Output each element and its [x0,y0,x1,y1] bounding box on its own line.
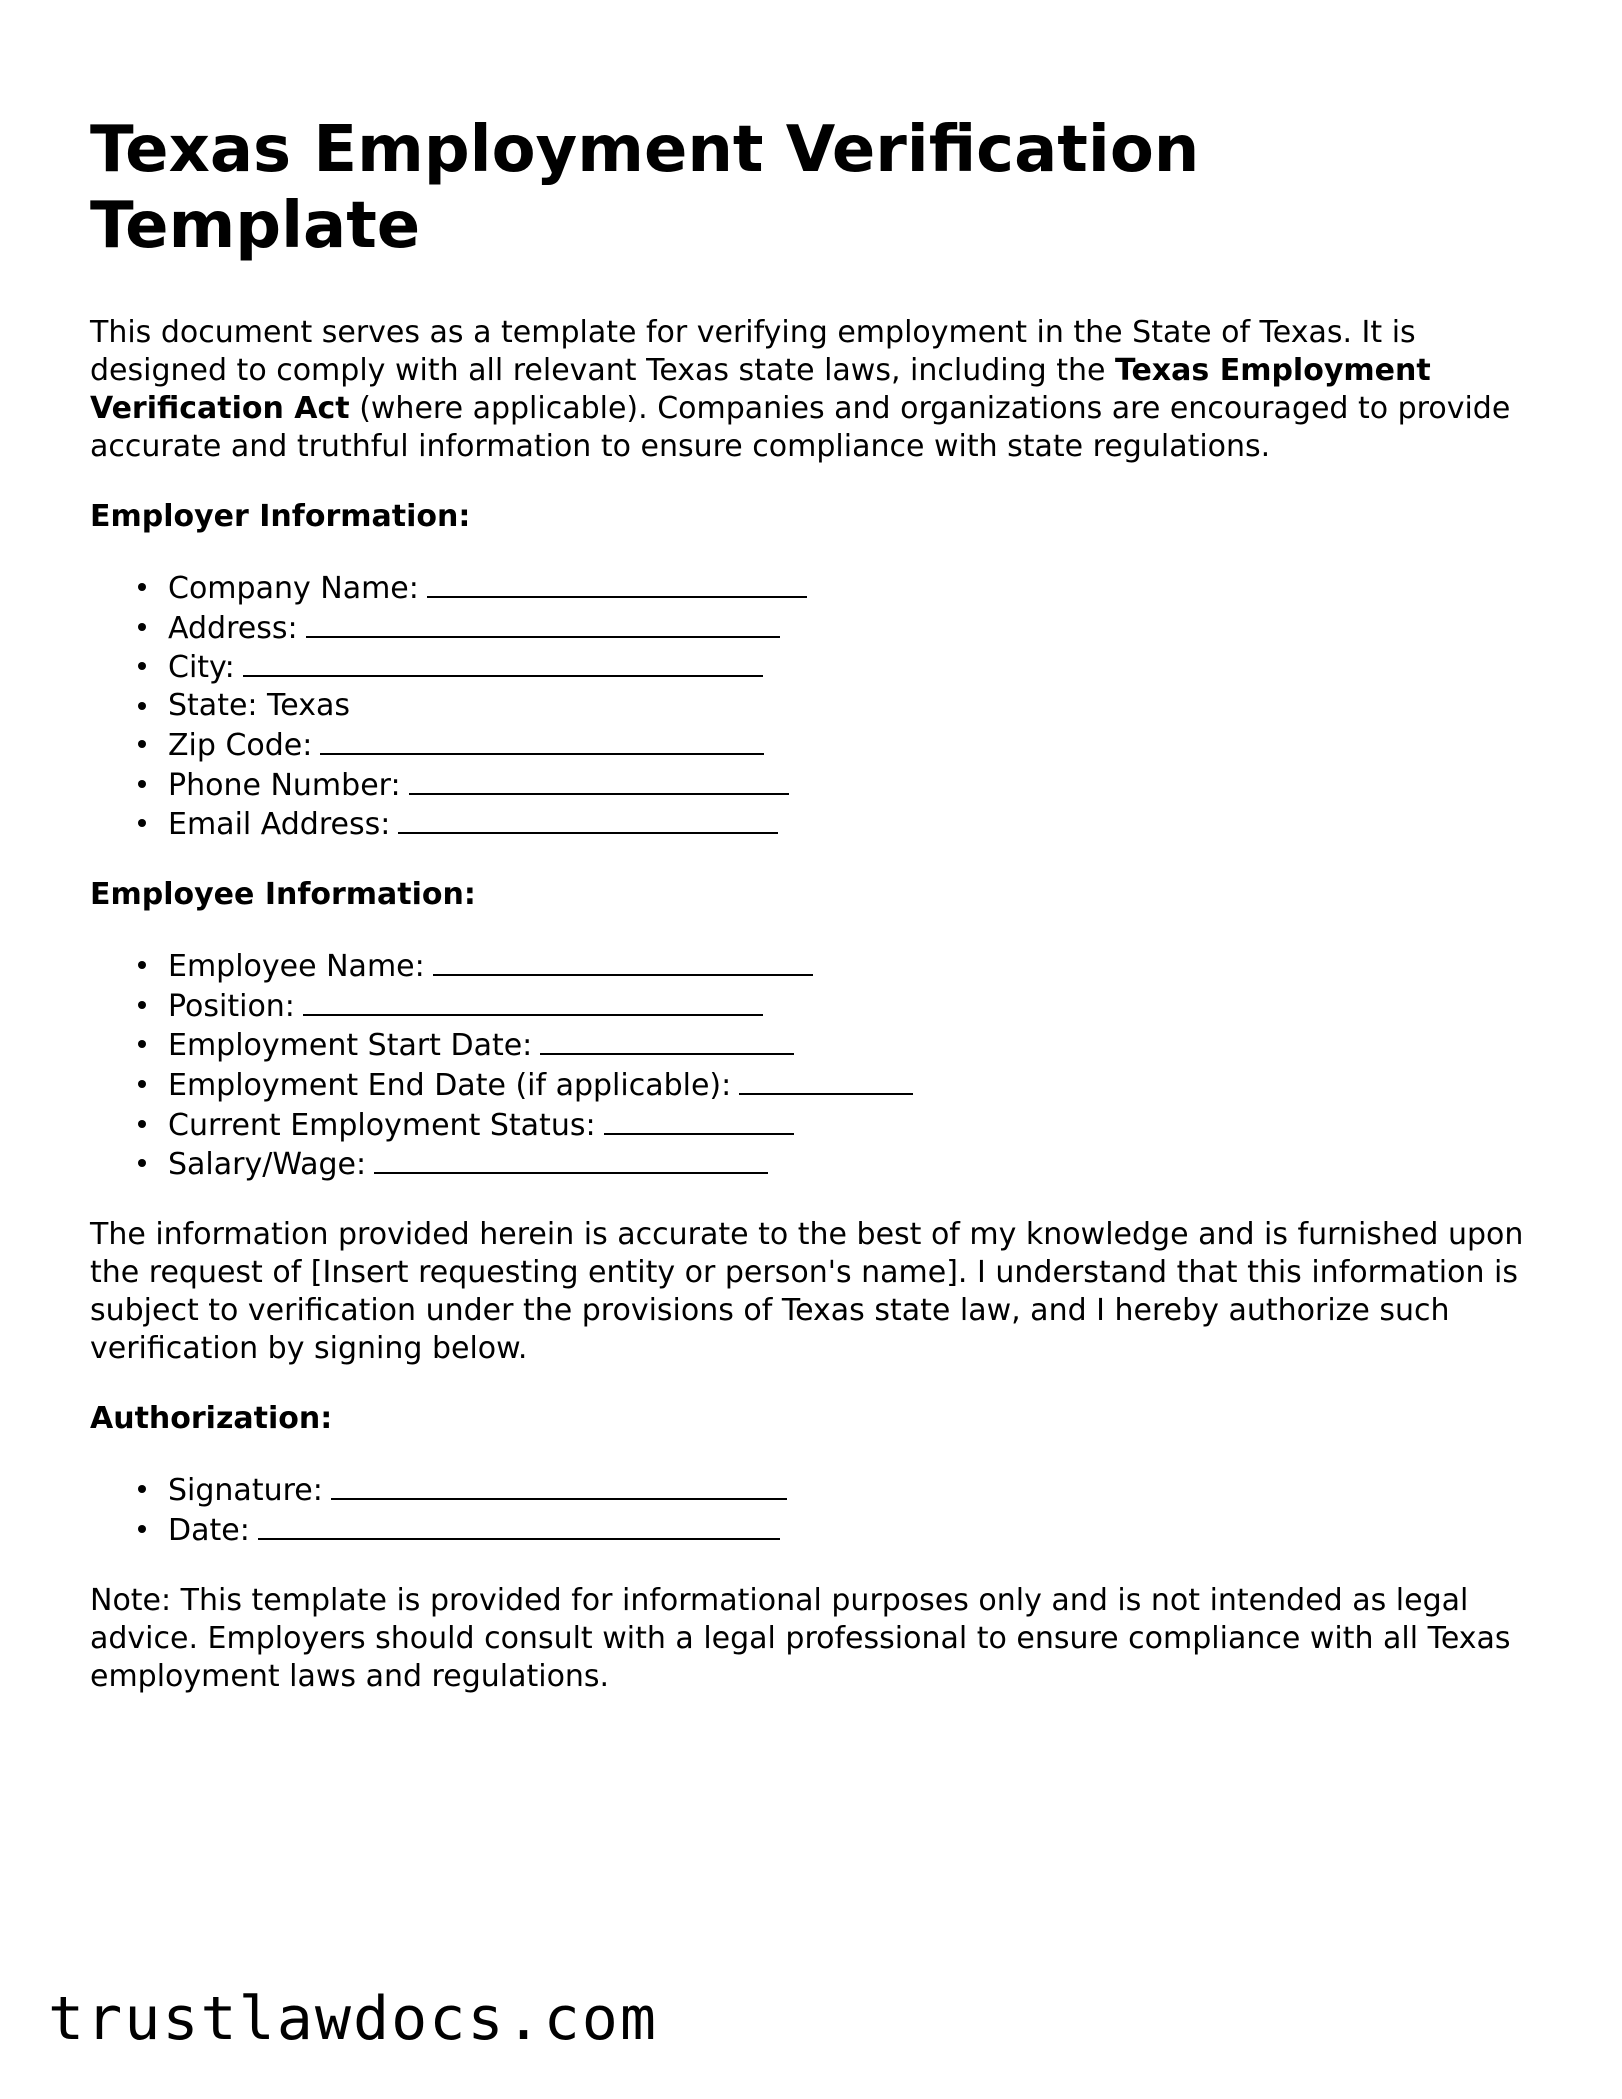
state-label: State: Texas [168,688,350,724]
authorization-field-list [90,1470,1550,1549]
authorization-section-heading: Authorization: [90,1401,333,1437]
page-title: Texas Employment Verification Template [90,113,1200,263]
zip-code-field[interactable] [320,725,764,755]
list-item [168,1065,1550,1105]
signature-label: Signature: [168,1473,323,1509]
end-date-label: Employment End Date (if applicable): [168,1068,732,1104]
list-item [168,804,1550,844]
statement-paragraph: The information provided herein is accurate to the best of my knowledge and is furnished upon the request of [Insert requesting entity or person's name]. I understand that this information is subject to verification under the provisions of Texas state law, and I hereby authorize such verification by signing below. [90,1217,1524,1367]
zip-code-label: Zip Code: [168,727,313,763]
company-name-label: Company Name: [168,571,419,606]
list-item [168,725,1550,765]
note-paragraph: Note: This template is provided for informational purposes only and is not intended as legal advice. Employers should consult with a legal professional to ensure compliance with all Texas employment laws and regulations. [90,1582,1511,1694]
employee-name-label: Employee Name: [168,948,425,984]
start-date-label: Employment Start Date: [168,1028,533,1064]
list-item [168,1510,1550,1550]
intro-act-name: Texas Employment Verification Act [90,353,1431,426]
employee-field-list [90,946,1550,1184]
site-watermark: trustlawdocs.com [48,1984,658,2054]
intro-paragraph [90,314,1550,466]
employer-field-list [90,568,1550,844]
intro-text-1: This document serves as a template for verifying employment in the State of Texas. It is designed to comply with all relevant Texas state laws, including the [90,315,1416,388]
address-field[interactable] [306,608,780,638]
list-item [168,1105,1550,1145]
position-field[interactable] [303,986,763,1016]
date-field[interactable] [258,1510,780,1540]
employer-section-heading: Employer Information: [90,499,471,534]
company-name-field[interactable] [427,568,807,598]
city-label: City: [168,650,235,686]
list-item [168,1470,1550,1510]
document-page [90,112,1550,1728]
list-item [168,946,1550,986]
list-item [168,647,1550,687]
list-item [168,1144,1550,1184]
salary-field[interactable] [374,1144,768,1174]
employee-section-heading: Employee Information: [90,876,476,912]
list-item [168,608,1550,648]
list-item [168,986,1550,1026]
list-item [168,687,1550,725]
signature-field[interactable] [331,1470,787,1500]
employment-status-label: Current Employment Status: [168,1107,596,1143]
position-label: Position: [168,988,295,1024]
phone-number-label: Phone Number: [168,767,401,803]
list-item [168,765,1550,805]
email-address-label: Email Address: [168,807,391,843]
date-label: Date: [168,1512,250,1548]
phone-number-field[interactable] [409,765,789,795]
list-item [168,568,1550,608]
employment-status-field[interactable] [604,1105,794,1135]
end-date-field[interactable] [739,1065,913,1095]
start-date-field[interactable] [540,1025,794,1055]
employee-name-field[interactable] [433,946,813,976]
salary-label: Salary/Wage: [168,1147,367,1183]
email-address-field[interactable] [398,804,778,834]
address-label: Address: [168,610,298,646]
city-field[interactable] [243,647,763,677]
list-item [168,1025,1550,1065]
intro-text-2: (where applicable). Companies and organizations are encouraged to provide accurate and truthful information to ensure compliance with state regulations. [90,391,1511,464]
